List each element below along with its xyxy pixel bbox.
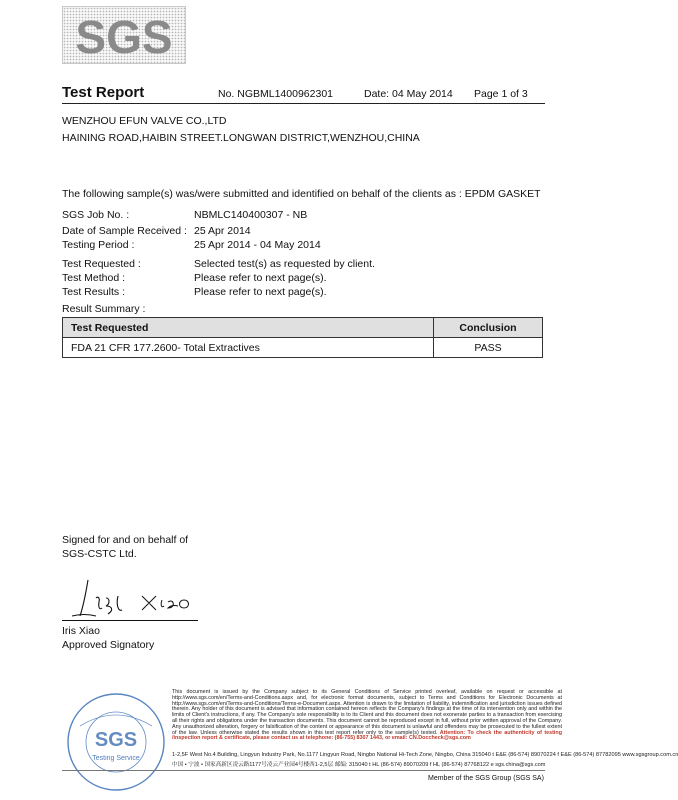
svg-text:SGS: SGS (94, 729, 138, 751)
footer-divider (62, 770, 545, 771)
field-value: 25 Apr 2014 (194, 225, 251, 237)
signature-line (62, 620, 198, 621)
header-divider (62, 103, 545, 104)
table-row (63, 338, 543, 358)
terms-text: This document is issued by the Company subject to its General Conditions of Service printed overleaf, available on request or accessible at http://www.sgs.com/en/Terms-and-Conditions.aspx and, for electronic format documents, subject to Terms and Conditions for Electronic Documents at http://www.sgs.com/en/Terms-and-Conditions/Terms-e-Document.aspx. Attention is drawn to the limitation of liability, indemnification and jurisdiction issues defined therein. Any holder of this document is advised that information contained hereon reflects the Company's findings at the time of its intervention only and within the limits of Client's instructions, if any. The Company's sole responsibility is to its Client and this document does not exonerate parties to a transaction from exercising all their rights and obligations under the transaction documents. This document cannot be reproduced except in full, without prior written approval of the Company. Any unauthorized alteration, forgery or falsification of the content or appearance of this document is unlawful and offenders may be prosecuted to the fullest extent of the law. Unless otherwise stated the results shown in this test report refer only to the sample(s) tested. (172, 689, 562, 736)
signatory-title: Approved Signatory (62, 639, 155, 651)
signature-graphic (62, 568, 212, 624)
field-value: NBMLC140400307 - NB (194, 209, 308, 221)
terms-fine-print (172, 690, 562, 742)
field-label: SGS Job No. : (62, 209, 130, 221)
address-line-chinese: 中国 • 宁波 • 国家高新区凌云路1177号凌云产业园4号楼西1-2,5层 邮编: 315040 t HL (86-574) 89070209 f HL (86-574) 87768122 e sgs.china@sgs.com (172, 762, 546, 768)
testing-service-seal (64, 690, 168, 794)
field-label: Test Results : (62, 286, 126, 298)
client-address: HAINING ROAD,HAIBIN STREET.LONGWAN DISTRICT,WENZHOU,CHINA (62, 132, 420, 144)
column-header-test: Test Requested (63, 318, 434, 338)
svg-text:Testing Service: Testing Service (92, 755, 140, 762)
field-value: Please refer to next page(s). (194, 286, 327, 298)
sgs-logo (62, 6, 186, 64)
field-value: Selected test(s) as requested by client. (194, 258, 375, 270)
seal-graphic (64, 690, 168, 794)
cell-conclusion: PASS (434, 338, 543, 358)
signed-company: SGS-CSTC Ltd. (62, 548, 137, 560)
result-summary-label: Result Summary : (62, 303, 146, 315)
report-number: No. NGBML1400962301 (218, 88, 333, 100)
field-label: Test Method : (62, 272, 126, 284)
page-number: Page 1 of 3 (474, 88, 528, 100)
report-title: Test Report (62, 84, 145, 101)
signed-on-behalf: Signed for and on behalf of (62, 534, 189, 546)
column-header-conclusion: Conclusion (434, 318, 543, 338)
cell-test: FDA 21 CFR 177.2600- Total Extractives (63, 338, 434, 358)
field-value: Please refer to next page(s). (194, 272, 327, 284)
result-summary-table (62, 317, 543, 358)
sample-intro: The following sample(s) was/were submitted and identified on behalf of the clients as : EPDM GASKET (62, 188, 541, 200)
report-date: Date: 04 May 2014 (364, 88, 453, 100)
client-name: WENZHOU EFUN VALVE CO.,LTD (62, 115, 227, 127)
field-label: Testing Period : (62, 239, 135, 251)
address-line-english: 1-2,5F West No.4 Building, Lingyun Industry Park, No.1177 Lingyun Road, Ningbo National Hi-Tech Zone, Ningbo, China 315040 t E&E (86-574) 89070224 f E&E (86-574) 87782095 www.sgsgroup.com.cn (172, 752, 678, 758)
signatory-name: Iris Xiao (62, 625, 100, 637)
authenticity-notice: Attention: To check the authenticity of testing /inspection report & certificate, please contact us at telephone: (86-755) 8307 1443, or email: CN.Doccheck@sgs.com (172, 729, 562, 742)
field-label: Date of Sample Received : (62, 225, 187, 237)
field-label: Test Requested : (62, 258, 141, 270)
svg-text:SGS: SGS (75, 11, 173, 63)
member-of-sgs-group: Member of the SGS Group (SGS SA) (428, 775, 544, 782)
handwritten-signature (62, 568, 212, 624)
field-value: 25 Apr 2014 - 04 May 2014 (194, 239, 321, 251)
sgs-logo-graphic (63, 7, 185, 63)
table-header-row (63, 318, 543, 338)
